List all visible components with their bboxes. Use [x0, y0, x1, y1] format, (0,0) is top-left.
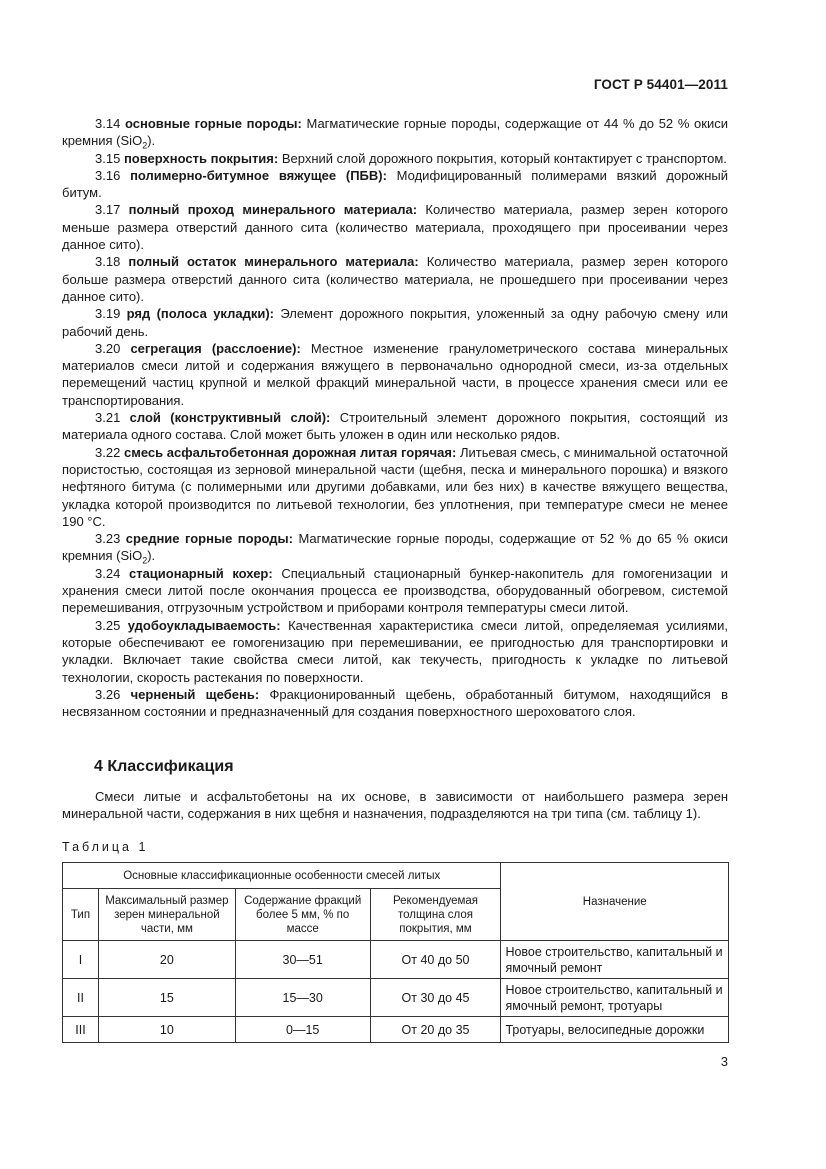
table-caption: Таблица 1	[62, 840, 149, 854]
term-number: 3.24	[95, 565, 121, 581]
term-name: смесь асфальтобетонная дорожная литая горячая:	[123, 444, 457, 460]
term-definition: Специальный стационарный бункер-накопитель для гомогенизации и хранения смеси литой после окончания процесса ее производства, оборудованный обогревом, системой перемешивания, отгрузочным устройством и приборами контроля температуры смеси литой.	[62, 565, 729, 616]
term-definition: Магматические горные породы, содержащие от 52 % до 65 % окиси кремния (SiO	[62, 531, 728, 564]
term-paragraph	[62, 617, 728, 686]
term-paragraph	[62, 115, 728, 150]
term-definition: Строительный элемент дорожного покрытия, состоящий из материала одного состава. Слой может быть уложен в один или несколько рядов.	[62, 410, 728, 443]
term-number: 3.25	[95, 617, 121, 633]
cell-thickness: От 20 до 35	[370, 1017, 501, 1043]
term-name: полный остаток минерального материала:	[128, 254, 419, 270]
term-name: сегрегация (расслоение):	[130, 340, 301, 356]
term-paragraph	[62, 253, 728, 305]
term-name: удобоукладываемость:	[127, 617, 281, 633]
term-number: 3.14	[95, 116, 121, 131]
term-name: поверхность покрытия:	[123, 150, 279, 166]
cell-thickness: От 30 до 45	[370, 979, 501, 1017]
term-definition: Количество материала, размер зерен которого больше размера отверстий данного сита (количество материала, не прошедшего при просеивании через данное сито).	[62, 254, 728, 304]
cell-fraction: 15—30	[235, 979, 370, 1017]
term-number: 3.15	[95, 150, 121, 166]
cell-thickness: От 40 до 50	[370, 941, 501, 979]
cell-type: II	[63, 979, 99, 1017]
section-paragraph: Смеси литые и асфальтобетоны на их основе, в зависимости от наибольшего размера зерен минеральной части, содержания в них щебня и назначения, подразделяются на три типа (см. таблицу 1).	[62, 789, 728, 822]
document-standard-number: ГОСТ Р 54401—2011	[593, 77, 728, 92]
term-paragraph	[62, 305, 728, 340]
term-paragraph	[62, 167, 728, 202]
term-subscript: 2	[142, 140, 148, 151]
term-number: 3.17	[95, 202, 121, 218]
term-paragraph	[62, 565, 728, 617]
section-text	[62, 788, 728, 823]
term-tail: ).	[147, 133, 156, 149]
term-number: 3.22	[95, 444, 121, 460]
term-definition: Фракционированный щебень, обработанный битумом, находящийся в несвязанном состоянии и предназначенный для создания поверхностного шероховатого слоя.	[62, 686, 728, 720]
terms-list	[62, 115, 728, 720]
term-paragraph	[62, 150, 728, 167]
term-paragraph	[62, 530, 728, 565]
table-header-thickness: Рекомендуемая толщина слоя покрытия, мм	[370, 889, 501, 941]
term-paragraph	[62, 201, 728, 253]
cell-purpose: Новое строительство, капитальный и ямочный ремонт, тротуары	[501, 979, 729, 1017]
term-number: 3.19	[95, 306, 121, 322]
cell-type: I	[63, 941, 99, 979]
term-name: стационарный кохер:	[128, 565, 273, 581]
term-number: 3.21	[95, 410, 121, 426]
term-name: черненый щебень:	[130, 686, 260, 702]
term-number: 3.16	[95, 167, 121, 183]
term-definition: Количество материала, размер зерен которого меньше размера отверстий данного сита (количество материала, проходящего при просеивании через данное сито).	[62, 202, 728, 253]
term-paragraph	[62, 686, 728, 721]
term-definition: Модифицированный полимерами вязкий дорожный битум.	[62, 167, 728, 201]
table-header-fraction: Содержание фракций более 5 мм, % по массе	[235, 889, 370, 941]
term-name: полный проход минерального материала:	[128, 202, 418, 218]
term-number: 3.20	[95, 340, 121, 356]
term-paragraph	[62, 340, 728, 409]
classification-table	[62, 862, 729, 1043]
table-row	[63, 979, 729, 1017]
section-title: 4 Классификация	[94, 758, 234, 775]
table-group-header: Основные классификационные особенности смесей литых	[63, 863, 501, 889]
term-number: 3.26	[95, 686, 121, 702]
cell-max-size: 20	[98, 941, 235, 979]
table-row	[63, 941, 729, 979]
cell-purpose: Новое строительство, капитальный и ямочный ремонт	[501, 941, 729, 979]
table-header-type: Тип	[63, 889, 99, 941]
term-definition: Элемент дорожного покрытия, уложенный за одну рабочую смену или рабочий день.	[62, 306, 728, 339]
cell-max-size: 10	[98, 1017, 235, 1043]
term-name: слой (конструктивный слой):	[129, 410, 331, 426]
cell-type: III	[63, 1017, 99, 1043]
cell-purpose: Тротуары, велосипедные дорожки	[501, 1017, 729, 1043]
cell-fraction: 0—15	[235, 1017, 370, 1043]
table-header-max-size: Максимальный размер зерен минеральной части, мм	[98, 889, 235, 941]
term-definition: Литьевая смесь, с минимальной остаточной пористостью, состоящая из зерновой минеральной части (щебня, песка и минерального порошка) и вязкого нефтяного битума (с полимерными или другими добавками, или без них) в качестве вяжущего вещества, укладка которой производится по литьевой технологии, без уплотнения, при температуре смеси не менее 190 °С.	[62, 444, 728, 529]
term-number: 3.18	[95, 254, 121, 270]
term-name: ряд (полоса укладки):	[126, 306, 274, 322]
term-definition: Магматические горные породы, содержащие от 44 % до 52 % окиси кремния (SiO	[62, 116, 728, 149]
cell-fraction: 30—51	[235, 941, 370, 979]
term-paragraph	[62, 409, 728, 444]
term-paragraph	[62, 444, 728, 530]
term-definition: Верхний слой дорожного покрытия, который контактирует с транспортом.	[278, 150, 727, 166]
term-definition: Местное изменение гранулометрического состава минеральных материалов смеси литой и содержания вяжущего в первоначально однородной смеси, из-за отдельных перемещений частиц крупной и мелкой фракций минеральной части, в процессе хранения смеси или ее транспортирования.	[62, 340, 728, 408]
term-name: средние горные породы:	[125, 531, 293, 547]
page-number: 3	[720, 1054, 728, 1069]
table-row	[63, 1017, 729, 1043]
term-subscript: 2	[142, 556, 148, 567]
term-name: основные горные породы:	[124, 116, 302, 131]
term-number: 3.23	[95, 531, 121, 547]
term-definition: Качественная характеристика смеси литой, определяемая усилиями, которые обеспечивают ее гомогенизацию при перемешивании, ее пригодностью для транспортировки и укладки. Включает такие свойства смеси литой, как текучесть, пригодность к укладке по литьевой технологии, скорость растекания по поверхности.	[62, 617, 728, 685]
term-tail: ).	[147, 548, 156, 564]
table-header-purpose: Назначение	[501, 863, 729, 941]
term-name: полимерно-битумное вяжущее (ПБВ):	[130, 167, 387, 183]
cell-max-size: 15	[98, 979, 235, 1017]
